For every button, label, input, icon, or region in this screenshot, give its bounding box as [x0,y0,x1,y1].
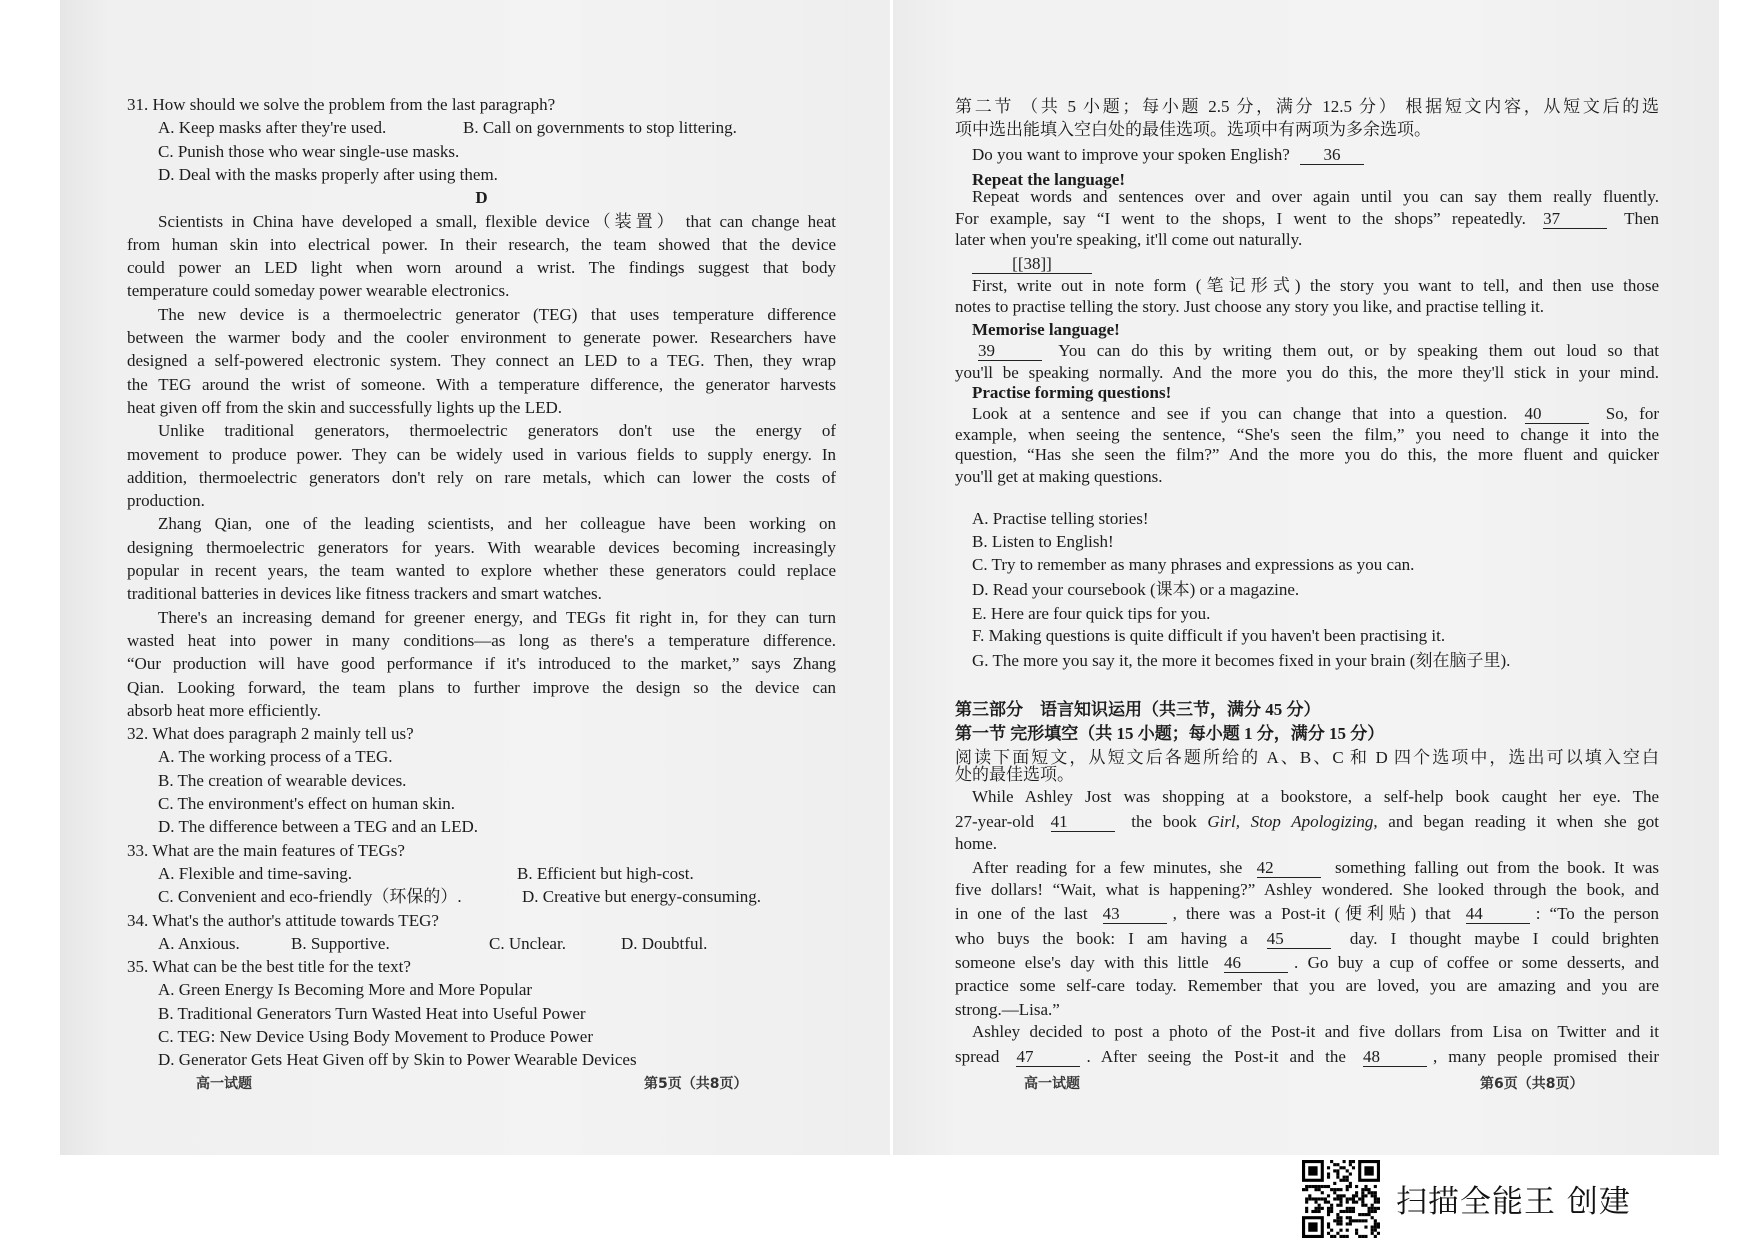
text-line: Unlike traditional generators, thermoelectric generators don't use the energy of [158,421,836,441]
text-line: D. Generator Gets Heat Given off by Skin to Power Wearable Devices [158,1050,637,1070]
text-line: G. The more you say it, the more it becomes fixed in your brain (刻在脑子里). [972,651,1511,670]
text-line: in one of the last 43 , there was a Post-it (便利贴) that 44 : “To the person [955,904,1659,923]
text-line: temperature could someday power wearable electronics. [127,281,510,301]
text-line: between the warmer body and the cooler environment to generate power. Researchers have [127,328,836,347]
answer-blank: 42 [1257,859,1321,878]
text-line: 27-year-old 41 the book Girl, Stop Apologizing, and began reading it when she got [955,812,1659,831]
text-line: B. Traditional Generators Turn Wasted Heat into Useful Power [158,1003,586,1023]
answer-blank: 46 [1224,954,1288,973]
text-line: D. Deal with the masks properly after using them. [158,164,498,184]
text-line: 阅读下面短文，从短文后各题所给的 A、B、C 和 D 四个选项中，选出可以填入空白 [955,748,1659,767]
text-line: question, “Has she seen the film?” And the more you do this, the more fluent and quicker [955,445,1659,464]
text-line: A. Practise telling stories! [972,509,1149,528]
subheading: Memorise language! [972,320,1120,339]
text-line: Zhang Qian, one of the leading scientists, and her colleague have been working on [158,514,836,534]
question-35: 35. What can be the best title for the text? [127,957,411,977]
text-line: C. Punish those who wear single-use masks. [158,141,460,161]
text-line: designed a self-powered electronic system. They connect an LED to a TEG. Then, they wrap [127,351,836,371]
text-line: Look at a sentence and see if you can change that into a question. 40 So, for [972,404,1659,423]
section-heading: 第一节 完形填空（共 15 小题；每小题 1 分，满分 15 分） [955,724,1385,743]
text-line: 39 You can do this by writing them out, or by speaking them out loud so that [978,341,1659,360]
text-line: popular in recent years, the team wanted to explore whether these generators could replace [127,561,836,580]
subheading: Practise forming questions! [972,383,1172,402]
text-line: There's an increasing demand for greener energy, and TEGs fit right in, for they can turn [158,607,836,627]
text-line: Do you want to improve your spoken English? 36 [972,144,1659,166]
section-heading: D [475,188,488,208]
text-line: strong.—Lisa.” [955,1000,1060,1019]
text-line: A. Green Energy Is Becoming More and More Popular [158,980,533,1000]
text-line: 项中选出能填入空白处的最佳选项。选项中有两项为多余选项。 [955,120,1431,139]
text-line [158,886,836,908]
text-line: A. The working process of a TEG. [158,747,393,767]
text-line: movement to produce power. They can be widely used in various fields to supply energy. In [127,444,836,464]
answer-blank-line [972,253,1659,275]
text-line: wasted heat into power in many conditions—as long as there's a temperature difference. [127,630,836,650]
text-line: C. TEG: New Device Using Body Movement to Produce Power [158,1027,594,1046]
answer-option: D. Creative but energy-consuming. [522,887,762,907]
page-footer-label: 高一试题 [1024,1076,1080,1092]
text-line: B. Listen to English! [972,532,1114,551]
text-line: 处的最佳选项。 [955,765,1074,784]
scanner-watermark-text: 扫描全能王 创建 [1396,1184,1631,1220]
text-line: traditional batteries in devices like fitness trackers and smart watches. [127,584,602,604]
answer-blank: 44 [1466,905,1530,924]
answer-blank: 48 [1363,1048,1427,1067]
text-line [158,933,836,955]
answer-option: A. Flexible and time-saving. [158,863,353,883]
answer-blank: 40 [1525,405,1589,424]
question-31: 31. How should we solve the problem from the last paragraph? [127,95,556,114]
subheading: Repeat the language! [972,170,1125,189]
question-34: 34. What's the author's attitude towards TEG? [127,910,439,930]
qr-code-icon [1302,1160,1380,1238]
answer-option: B. Supportive. [291,933,390,953]
section-instructions: 第二节 （共 5 小题；每小题 2.5 分，满分 12.5 分） 根据短文内容，从短文后的选 [955,97,1659,116]
page-number: 第5页（共8页） [644,1076,748,1092]
answer-option: D. Doubtful. [621,933,708,953]
text-line: designing thermoelectric generators for years. With wearable devices becoming increasingly [127,537,836,557]
text-line: production. [127,491,205,511]
answer-blank: 36 [1300,146,1364,165]
text-line: C. The environment's effect on human skin. [158,794,456,813]
book-title: Girl, Stop Apologizing [1207,812,1374,831]
text-line: spread 47 . After seeing the Post-it and the 48 , many people promised their [955,1047,1659,1066]
text-line: home. [955,834,998,853]
answer-blank: 41 [1051,813,1115,832]
text-line: Repeat words and sentences over and over again until you can say them really fluently. [972,187,1659,206]
answer-blank: 45 [1267,930,1331,949]
question-32: 32. What does paragraph 2 mainly tell us? [127,724,414,744]
text-line: D. The difference between a TEG and an LED. [158,817,479,837]
text-line [158,863,836,885]
answer-option: C. Convenient and eco-friendly（环保的）. [158,887,462,907]
answer-option: A. Keep masks after they're used. [158,118,387,138]
text-line: After reading for a few minutes, she 42 something falling out from the book. It was [972,858,1659,877]
text-line: F. Making questions is quite difficult if you haven't been practising it. [972,626,1446,645]
text-line: you'll be speaking normally. And the more you do this, the more they'll stick in your mind. [955,363,1659,382]
text-line: Scientists in China have developed a small, flexible device（装置） that can change heat [158,211,836,231]
text-line: The new device is a thermoelectric generator (TEG) that uses temperature difference [158,304,836,324]
text-line: the TEG around the wrist of someone. With a temperature difference, the generator harvests [127,374,836,394]
answer-blank: 39 [978,342,1042,361]
text-line: D. Read your coursebook (课本) or a magazine. [972,580,1300,599]
answer-blank: 43 [1103,905,1167,924]
page-footer-label: 高一试题 [196,1076,252,1092]
text-line: someone else's day with this little 46 . Go buy a cup of coffee or some desserts, and [955,953,1659,972]
text-line: absorb heat more efficiently. [127,700,322,720]
answer-option: B. Efficient but high-cost. [517,863,694,883]
answer-blank: [[38]] [972,255,1092,274]
text-line: While Ashley Jost was shopping at a bookstore, a self-help book caught her eye. The [972,787,1659,806]
text-line: later when you're speaking, it'll come out naturally. [955,230,1303,249]
text-line: notes to practise telling the story. Just choose any story you like, and practise telling it. [955,297,1545,316]
text-line: practice some self-care today. Remember that you are loved, you are amazing and you are [955,976,1659,995]
text-line: First, write out in note form (笔记形式) the story you want to tell, and then use those [972,276,1659,295]
answer-option: C. Unclear. [489,933,566,953]
text-line: Ashley decided to post a photo of the Post-it and five dollars from Lisa on Twitter and it [972,1022,1659,1041]
text-line: For example, say “I went to the shops, I went to the shops” repeatedly. 37 Then [955,209,1659,228]
answer-option: A. Anxious. [158,933,240,953]
page-number: 第6页（共8页） [1480,1076,1584,1092]
text-line: E. Here are four quick tips for you. [972,604,1211,623]
question-33: 33. What are the main features of TEGs? [127,840,405,860]
answer-option: B. Call on governments to stop littering. [463,118,737,138]
text-line: five dollars! “Wait, what is happening?” Ashley wondered. She looked through the book, and [955,880,1659,899]
text-line: heat given off from the skin and successfully lights up the LED. [127,397,562,417]
answer-blank: 37 [1543,210,1607,229]
text-line: you'll get at making questions. [955,467,1163,486]
text-line: example, when seeing the sentence, “She's seen the film,” you need to change it into the [955,425,1659,444]
part-heading: 第三部分 语言知识运用（共三节，满分 45 分） [955,700,1321,719]
text-line: “Our production will have good performance if it's introduced to the market,” says Zhang [127,654,836,674]
text-line: C. Try to remember as many phrases and expressions as you can. [972,555,1415,574]
text-line: B. The creation of wearable devices. [158,770,407,790]
text-line: addition, thermoelectric generators don't rely on rare metals, which can lower the costs of [127,467,836,487]
text-line: who buys the book: I am having a 45 day. I thought maybe I could brighten [955,929,1659,948]
answer-blank: 47 [1016,1048,1080,1067]
text-line: Qian. Looking forward, the team plans to further improve the design so the device can [127,677,836,697]
text-line: from human skin into electrical power. In their research, the team showed that the device [127,234,836,254]
text-line: could power an LED light when worn around a wrist. The findings suggest that body [127,258,836,278]
text-line [158,117,836,139]
